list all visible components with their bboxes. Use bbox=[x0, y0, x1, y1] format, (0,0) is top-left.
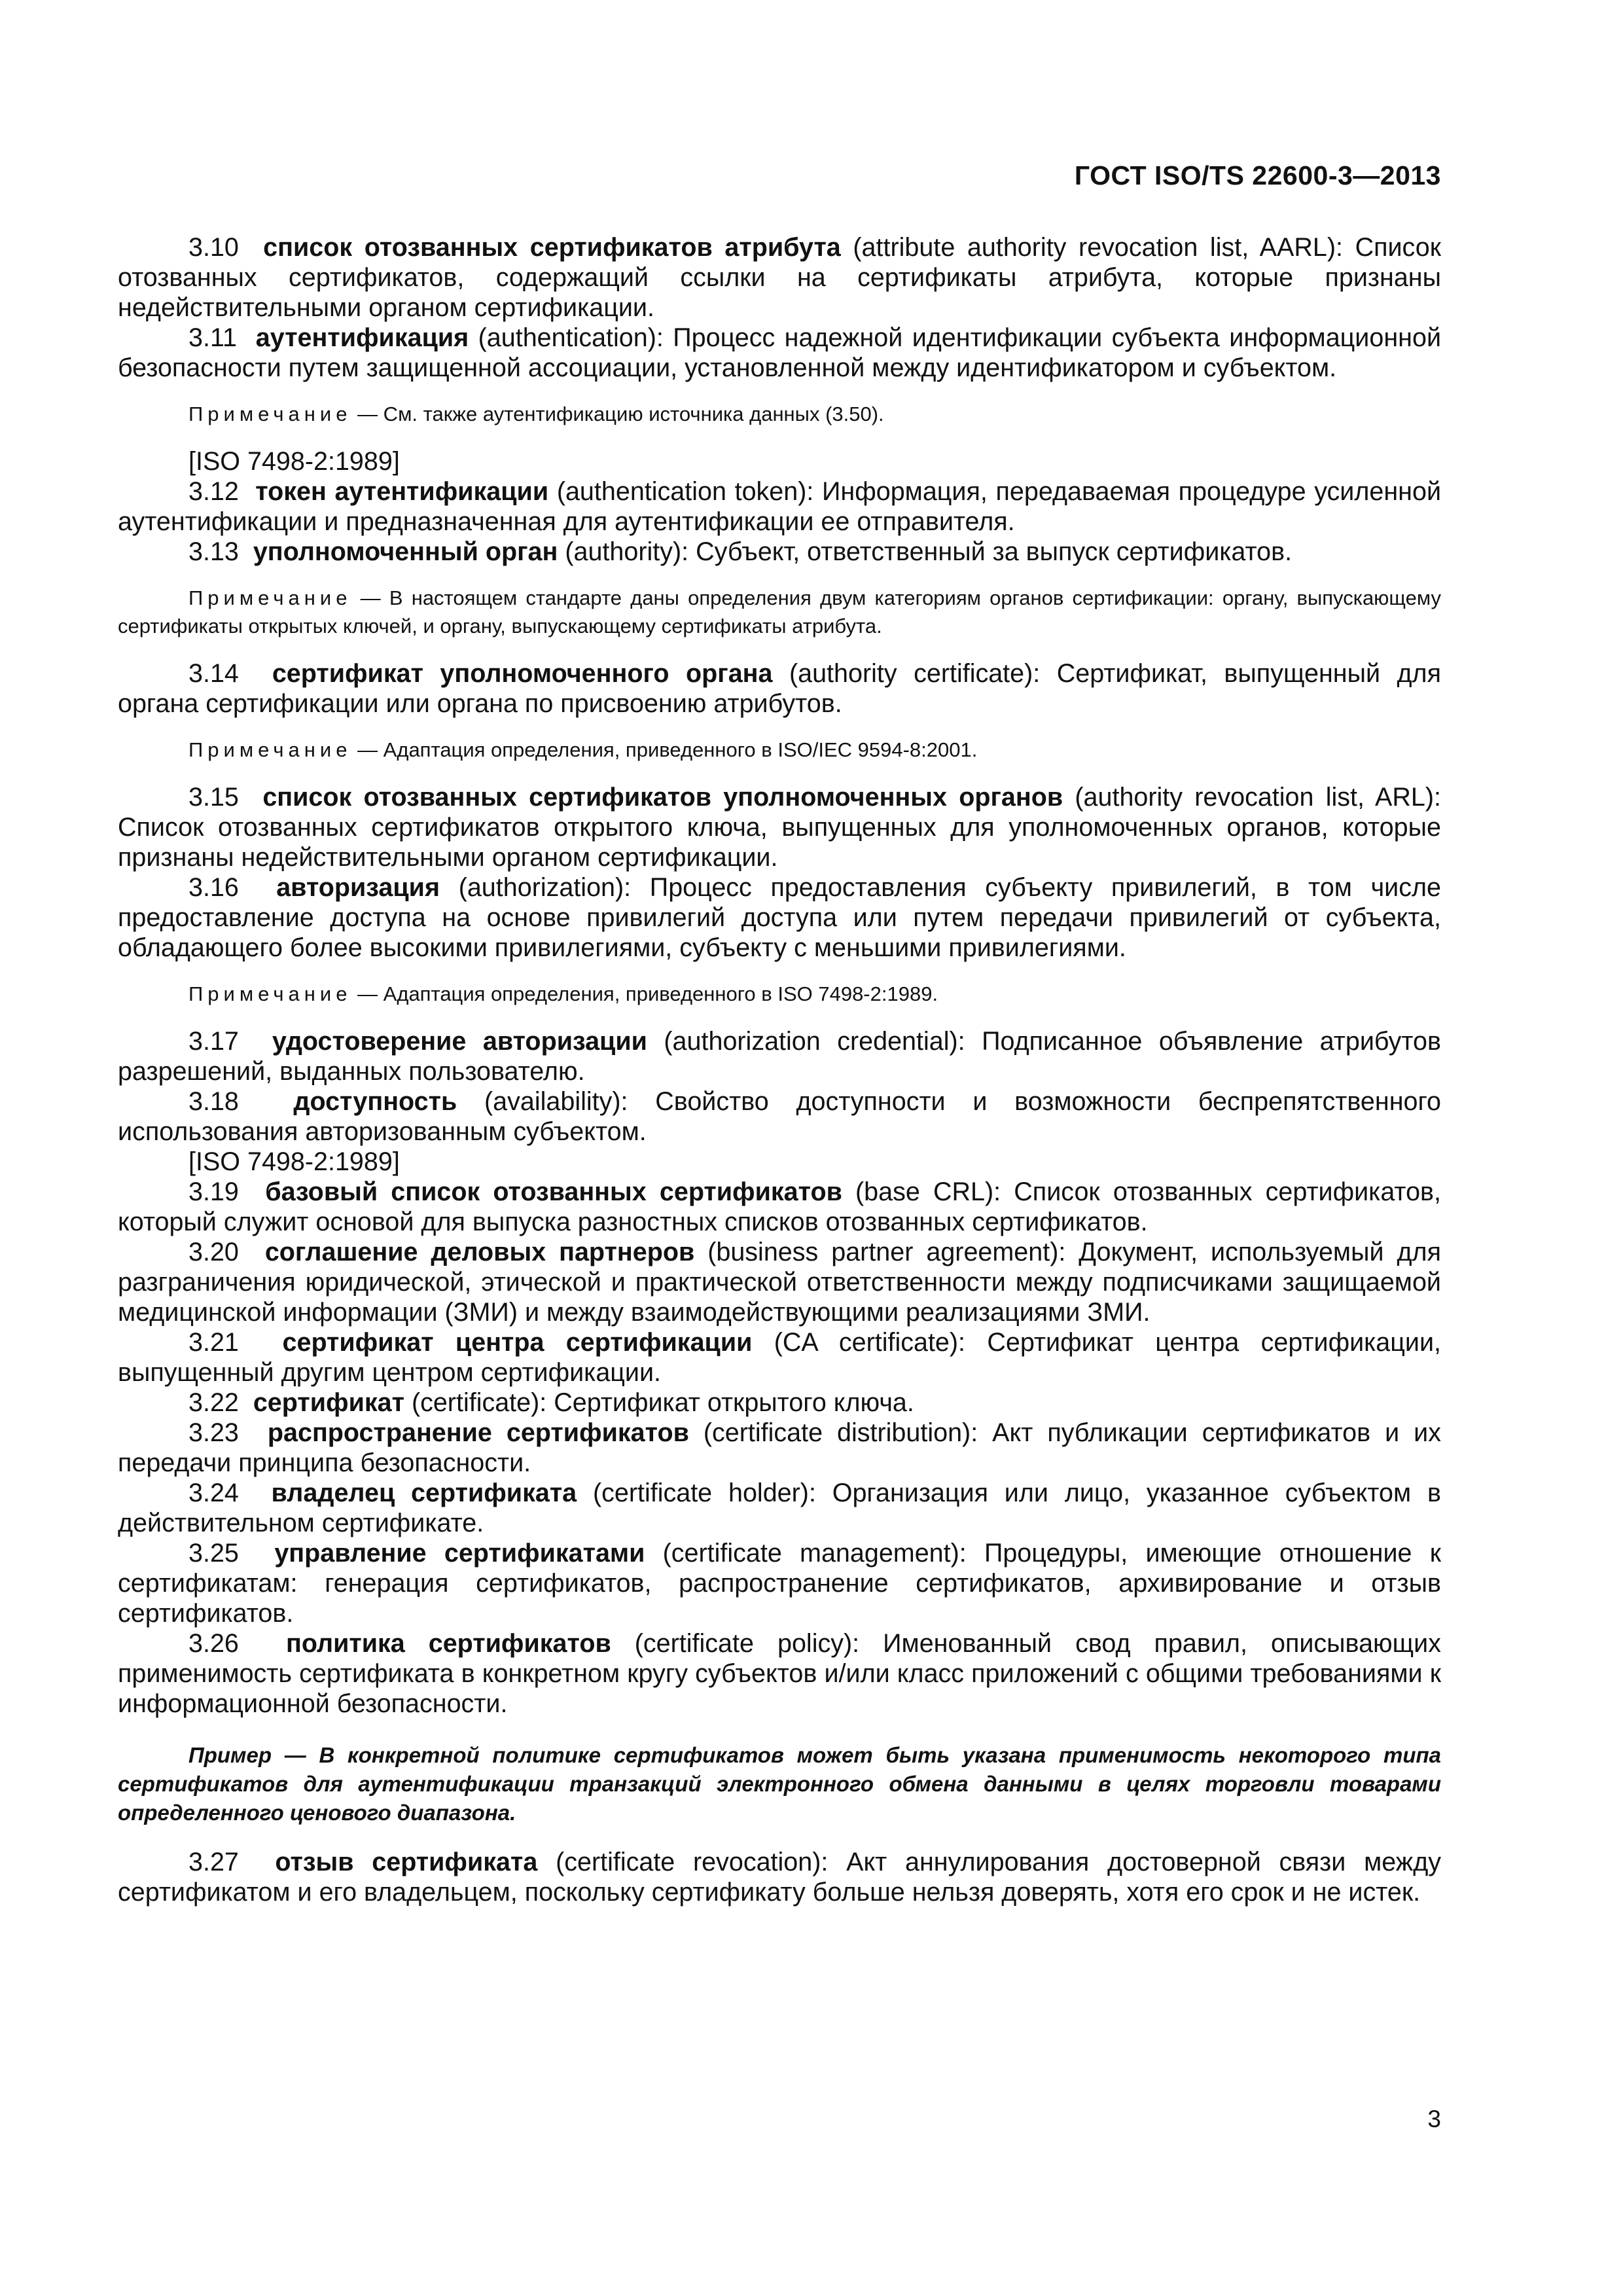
entry-text: (authentication): Процесс надежной идентификации субъекта информационной безопасности путем защищенной ассоциации, установленной между идентификатором и субъектом. bbox=[118, 323, 1442, 382]
entry-term: токен аутентификации bbox=[255, 477, 549, 506]
note-text: — В настоящем стандарте даны определения двум категориям органов сертификации: органу, выпускающему сертификаты открытых ключей, и органу, выпускающему сертификаты атрибута. bbox=[118, 586, 1441, 637]
definition-3-10 bbox=[118, 232, 1441, 323]
entry-number: 3.19 bbox=[188, 1177, 239, 1206]
entry-term: распространение сертификатов bbox=[267, 1418, 689, 1447]
entry-term: список отозванных сертификатов уполномоченных органов bbox=[262, 783, 1063, 812]
entry-number: 3.11 bbox=[188, 323, 237, 352]
entry-term: сертификат bbox=[253, 1388, 404, 1417]
definition-3-13 bbox=[118, 537, 1441, 567]
note-label: Примечание bbox=[188, 738, 352, 761]
entry-number: 3.13 bbox=[188, 537, 239, 566]
entry-number: 3.15 bbox=[188, 783, 239, 812]
note-text: — Адаптация определения, приведенного в ISO/IEC 9594-8:2001. bbox=[357, 738, 978, 761]
entry-term: уполномоченный орган bbox=[253, 537, 558, 566]
entry-number: 3.22 bbox=[188, 1388, 239, 1417]
entry-term: доступность bbox=[293, 1087, 457, 1116]
definition-3-17 bbox=[118, 1026, 1441, 1086]
definition-3-27 bbox=[118, 1847, 1441, 1907]
entry-text: (authority revocation list, ARL): Список отозванных сертификатов открытого ключа, выпущенных для уполномоченных органов, которые признаны недействительными органом сертификации. bbox=[118, 783, 1441, 872]
definition-3-26 bbox=[118, 1628, 1441, 1719]
definition-3-24 bbox=[118, 1478, 1441, 1538]
note-3-14 bbox=[118, 736, 1441, 764]
document-header: ГОСТ ISO/TS 22600-3—2013 bbox=[1074, 160, 1441, 190]
entry-text: (business partner agreement): Документ, используемый для разграничения юридической, этической и практической ответственности между подписчиками защищаемой медицинской информации (ЗМИ) и между взаимодействующими реализациями ЗМИ. bbox=[118, 1238, 1441, 1327]
entry-term: сертификат центра сертификации bbox=[282, 1328, 753, 1357]
definition-3-21 bbox=[118, 1327, 1441, 1388]
note-3-16 bbox=[118, 980, 1441, 1008]
definition-3-19 bbox=[118, 1177, 1441, 1237]
entry-term: соглашение деловых партнеров bbox=[264, 1238, 695, 1266]
entry-term: аутентификация bbox=[255, 323, 469, 352]
entry-term: политика сертификатов bbox=[285, 1629, 611, 1658]
note-3-13 bbox=[118, 584, 1441, 640]
reference-3-18: [ISO 7498-2:1989] bbox=[188, 1147, 400, 1176]
entry-text: (authorization credential): Подписанное объявление атрибутов разрешений, выданных пользователю. bbox=[118, 1027, 1441, 1086]
entry-text: (certificate management): Процедуры, имеющие отношение к сертификатам: генерация сертификатов, распространение сертификатов, архивирование и отзыв сертификатов. bbox=[118, 1539, 1441, 1628]
definition-3-14 bbox=[118, 658, 1441, 719]
entry-number: 3.16 bbox=[188, 873, 239, 902]
entry-text: (authorization): Процесс предоставления субъекту привилегий, в том числе предоставление доступа на основе привилегий доступа или путем передачи привилегий от субъекта, обладающего более высокими привилегиями, субъекту с меньшими привилегиями. bbox=[118, 873, 1442, 962]
entry-text: (authority certificate): Сертификат, выпущенный для органа сертификации или органа по присвоению атрибутов. bbox=[118, 659, 1441, 718]
definition-3-15 bbox=[118, 782, 1441, 872]
note-label: Примечание bbox=[188, 982, 352, 1005]
entry-term: владелец сертификата bbox=[271, 1479, 577, 1507]
entry-text: (certificate): Сертификат открытого ключа. bbox=[411, 1388, 914, 1417]
entry-number: 3.20 bbox=[188, 1238, 239, 1266]
entry-term: отзыв сертификата bbox=[275, 1848, 538, 1876]
note-3-11 bbox=[118, 400, 1441, 428]
entry-number: 3.27 bbox=[188, 1848, 239, 1876]
entry-number: 3.24 bbox=[188, 1479, 239, 1507]
entry-text: (certificate holder): Организация или лицо, указанное субъектом в действительном сертификате. bbox=[118, 1479, 1441, 1537]
note-text: — Адаптация определения, приведенного в ISO 7498-2:1989. bbox=[357, 982, 938, 1005]
entry-number: 3.10 bbox=[188, 233, 239, 262]
entry-term: список отозванных сертификатов атрибута bbox=[263, 233, 841, 262]
entry-text: (certificate distribution): Акт публикации сертификатов и их передачи принципа безопасности. bbox=[118, 1418, 1441, 1477]
definition-3-18 bbox=[118, 1086, 1441, 1147]
entry-term: сертификат уполномоченного органа bbox=[272, 659, 773, 688]
entry-number: 3.18 bbox=[188, 1087, 239, 1116]
reference-3-11: [ISO 7498-2:1989] bbox=[188, 447, 400, 476]
entry-number: 3.21 bbox=[188, 1328, 239, 1357]
note-label: Примечание bbox=[188, 403, 352, 425]
entry-number: 3.26 bbox=[188, 1629, 239, 1658]
entry-text: (certificate policy): Именованный свод правил, описывающих применимость сертификата в конкретном кругу субъектов и/или класс приложений с общими требованиями к информационной безопасности. bbox=[118, 1629, 1441, 1718]
definition-3-12 bbox=[118, 476, 1441, 537]
entry-number: 3.14 bbox=[188, 659, 239, 688]
entry-term: авторизация bbox=[276, 873, 440, 902]
entry-term: управление сертификатами bbox=[274, 1539, 645, 1568]
note-label: Примечание bbox=[188, 586, 352, 609]
entry-text: (base CRL): Список отозванных сертификатов, который служит основой для выпуска разностных списков отозванных сертификатов. bbox=[118, 1177, 1442, 1236]
entry-text: (CA certificate): Сертификат центра сертификации, выпущенный другим центром сертификации. bbox=[118, 1328, 1441, 1387]
entry-number: 3.17 bbox=[188, 1027, 239, 1056]
entry-number: 3.23 bbox=[188, 1418, 239, 1447]
entry-text: (availability): Свойство доступности и возможности беспрепятственного использования авторизованным субъектом. bbox=[118, 1087, 1441, 1146]
definition-3-16 bbox=[118, 872, 1441, 963]
definition-3-25 bbox=[118, 1538, 1441, 1628]
definition-3-11 bbox=[118, 323, 1441, 383]
entry-text: (certificate revocation): Акт аннулирования достоверной связи между сертификатом и его владельцем, поскольку сертификату больше нельзя доверять, хотя его срок и не истек. bbox=[118, 1848, 1441, 1907]
note-text: — См. также аутентификацию источника данных (3.50). bbox=[357, 403, 884, 425]
entry-text: (authority): Субъект, ответственный за выпуск сертификатов. bbox=[565, 537, 1293, 566]
page-number: 3 bbox=[1427, 2106, 1441, 2132]
entry-term: базовый список отозванных сертификатов bbox=[265, 1177, 842, 1206]
definition-3-20 bbox=[118, 1237, 1441, 1327]
entry-number: 3.25 bbox=[188, 1539, 239, 1568]
entry-text: (attribute authority revocation list, AARL): Список отозванных сертификатов, содержащий ссылки на сертификаты атрибута, которые признаны недействительными органом сертификации. bbox=[118, 233, 1442, 322]
entry-term: удостоверение авторизации bbox=[272, 1027, 647, 1056]
definition-3-23 bbox=[118, 1418, 1441, 1478]
example-3-26: Пример — В конкретной политике сертификатов может быть указана применимость некоторого типа сертификатов для аутентификации транзакций электронного обмена данными в целях торговли товарами определенного ценового диапазона. bbox=[118, 1743, 1441, 1825]
entry-number: 3.12 bbox=[188, 477, 239, 506]
document-body bbox=[118, 232, 1441, 1907]
definition-3-22 bbox=[118, 1388, 1441, 1418]
entry-text: (authentication token): Информация, передаваемая процедуре усиленной аутентификации и предназначенная для аутентификации ее отправителя. bbox=[118, 477, 1442, 536]
